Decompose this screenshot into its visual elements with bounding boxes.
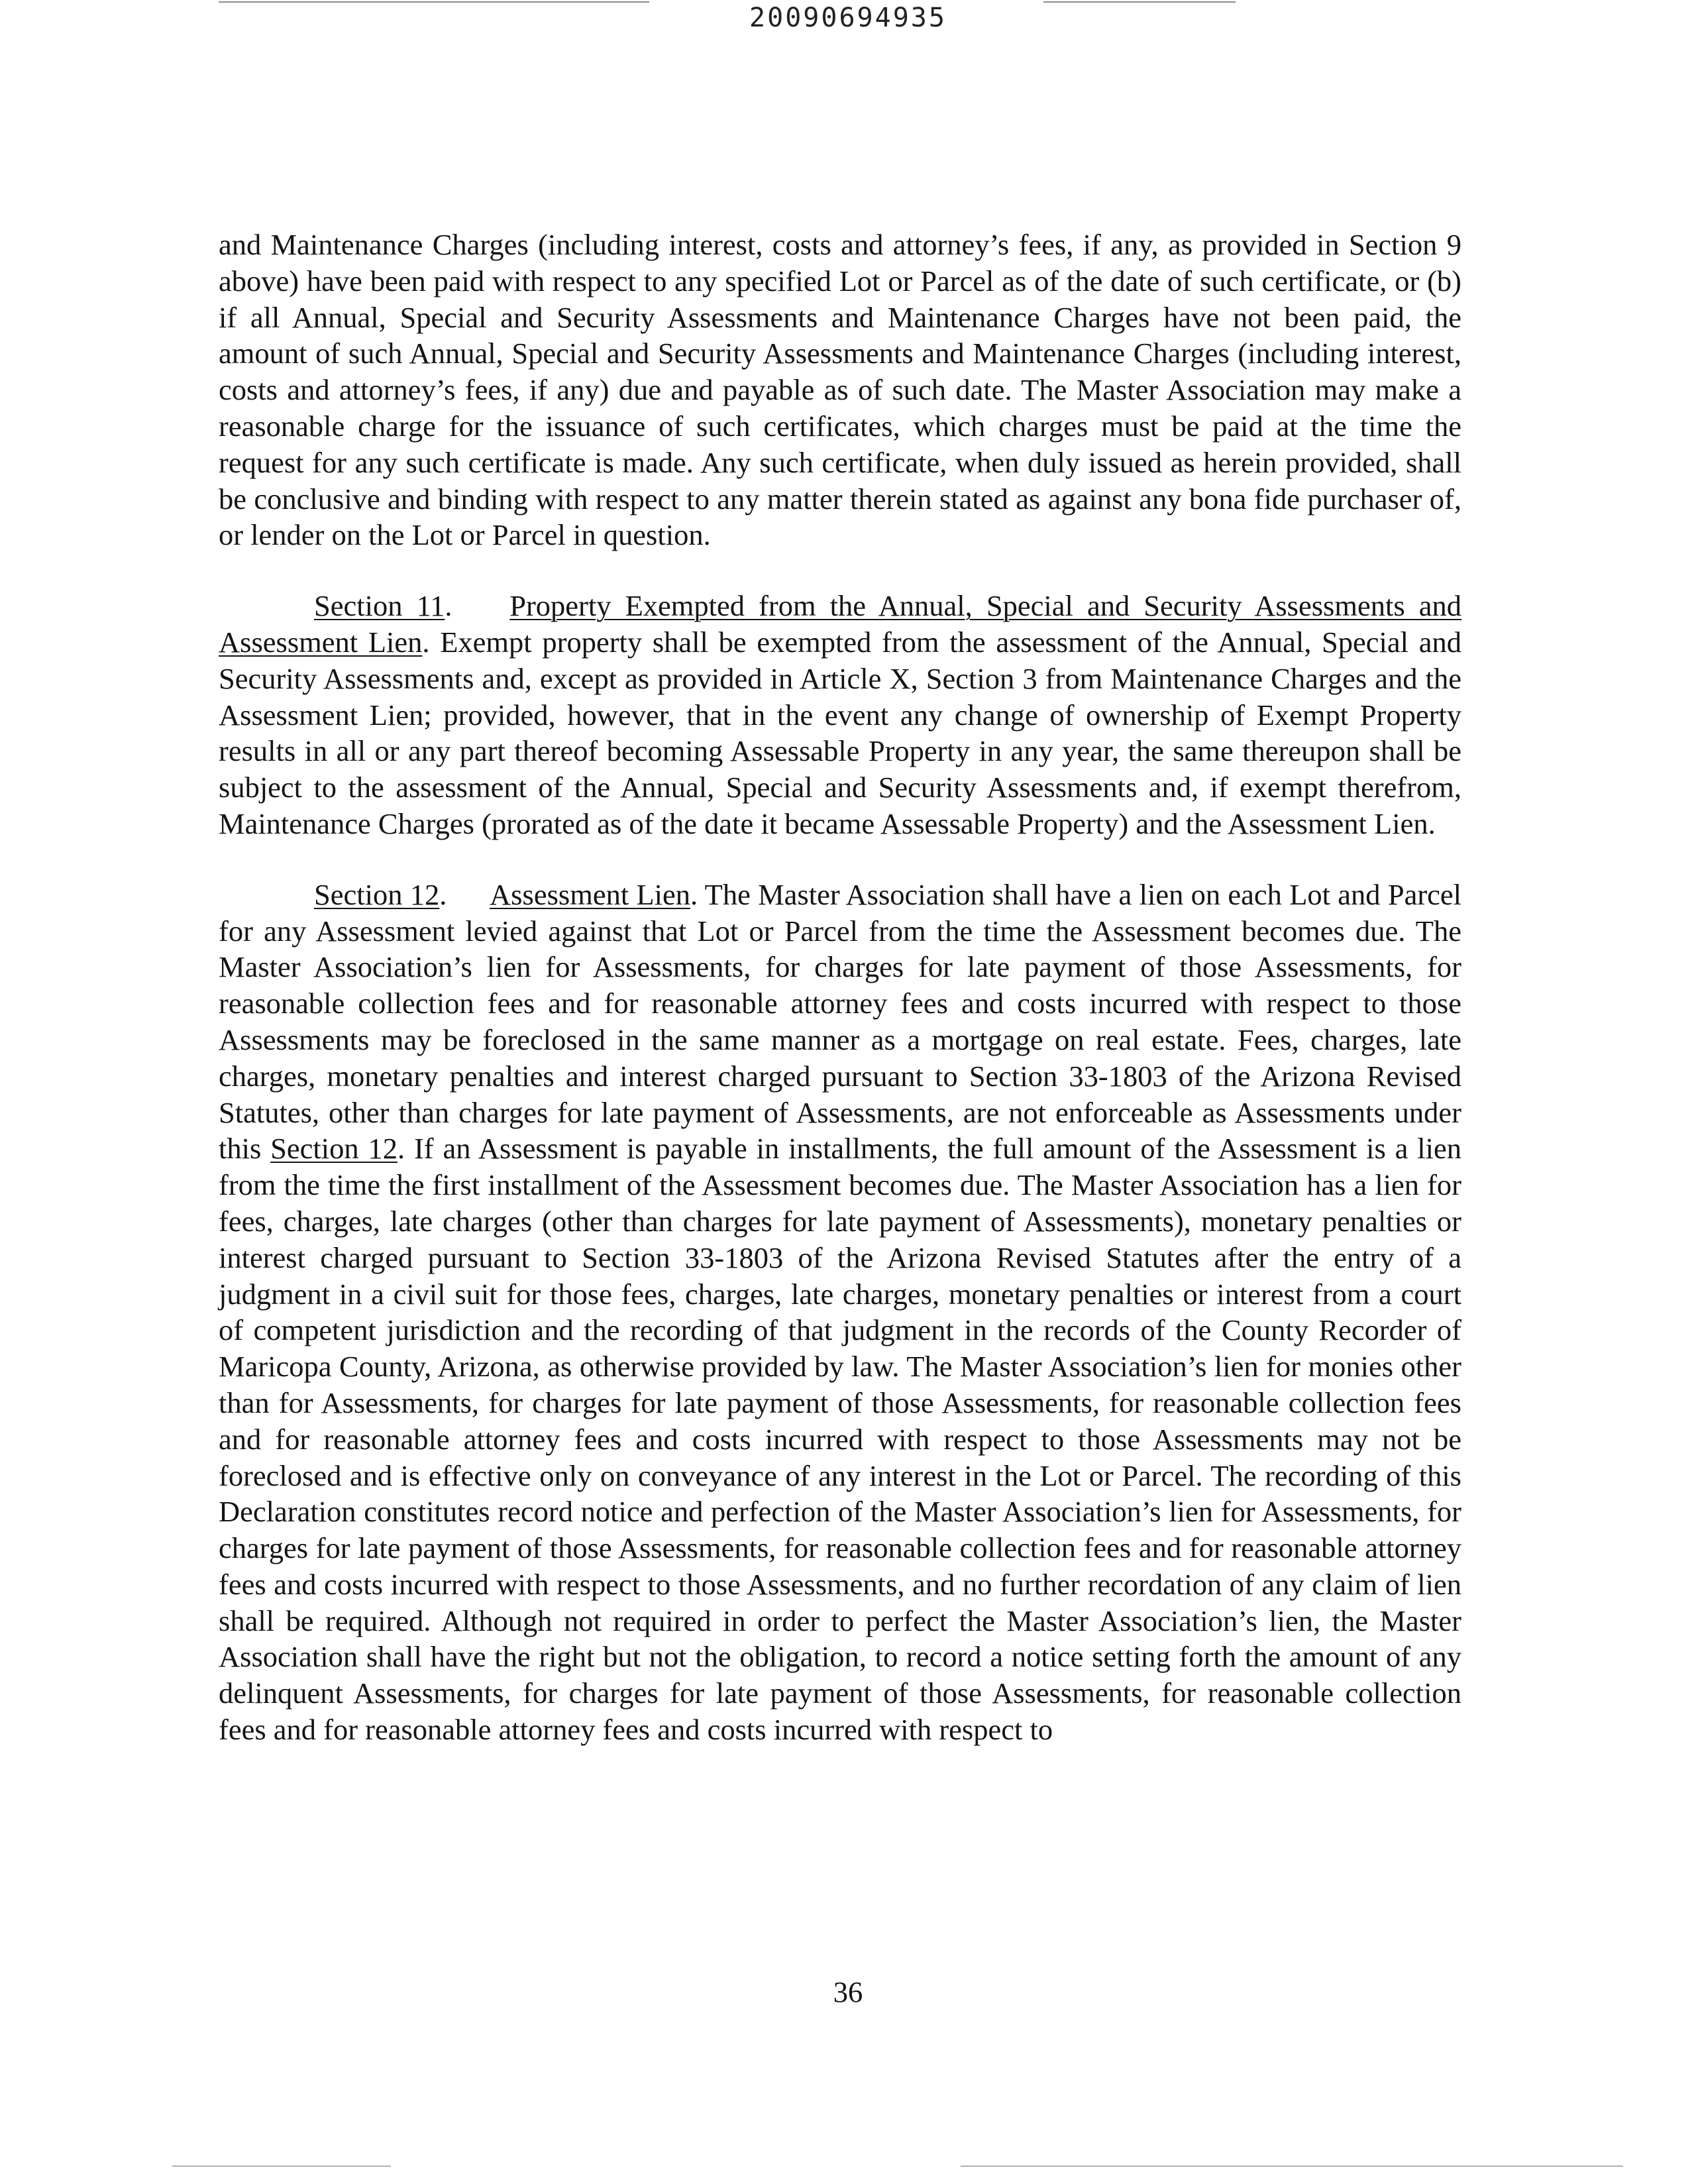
section-11-label: Section 11: [314, 589, 445, 623]
document-number: 20090694935: [749, 3, 947, 33]
section-11-paragraph: Section 11. Property Exempted from the Annual, Special and Security Assessments and Assessment Lien. Exempt property shall be exempted from the assessment of the Annual, Special and Security Assessments and, except as provided in Article X, Section 3 from Maintenance Charges and the Assessment Lien; provided, however, that in the event any change of ownership of Exempt Property results in all or any part thereof becoming Assessable Property in any year, the same thereupon shall be subject to the assessment of the Annual, Special and Security Assessments and, if exempt therefrom, Maintenance Charges (prorated as of the date it became Assessable Property) and the Assessment Lien.: [219, 589, 1462, 840]
section-11-text: Exempt property shall be exempted from the assessment of the Annual, Special and Security Assessments and, except as provided in Article X, Section 3 from Maintenance Charges and the Assessment Lien; provided, however, that in the event any change of ownership of Exempt Property results in all or any part thereof becoming Assessable Property in any year, the same thereupon shall be subject to the assessment of the Annual, Special and Security Assessments and, if exempt therefrom, Maintenance Charges (prorated as of the date it became Assessable Property) and the Assessment Lien.: [219, 625, 1461, 840]
section-12-text-a: The Master Association shall have a lien on each Lot and Parcel for any Assessment levied against that Lot or Parcel from the time the Assessment becomes due. The Master Association’s lien for Assessments, for charges for late payment of those Assessments, for reasonable collection fees and for reasonable attorney fees and costs incurred with respect to those Assessments may be foreclosed in the same manner as a mortgage on real estate. Fees, charges, late charges, monetary penalties and interest charged pursuant to Section 33-1803 of the Arizona Revised Statutes, other than charges for late payment of Assessments, are not enforceable as Assessments under this: [219, 877, 1462, 1166]
section-11-title: Property Exempted from the Annual, Special and Security Assessments and Assessment Lien: [219, 589, 1462, 659]
section-12-paragraph: Section 12. Assessment Lien. The Master Association shall have a lien on each Lot and Parcel for any Assessment levied against that Lot or Parcel from the time the Assessment becomes due. The Master Association’s lien for Assessments, for charges for late payment of those Assessments, for reasonable collection fees and for reasonable attorney fees and costs incurred with respect to those Assessments may be foreclosed in the same manner as a mortgage on real estate. Fees, charges, late charges, monetary penalties and interest charged pursuant to Section 33-1803 of the Arizona Revised Statutes, other than charges for late payment of Assessments, are not enforceable as Assessments under this Section 12. If an Assessment is payable in installments, the full amount of the Assessment is a lien from the time the first installment of the Assessment becomes due. The Master Association has a lien for fees, charges, late charges (other than charges for late payment of Assessments), monetary penalties or interest charged pursuant to Section 33-1803 of the Arizona Revised Statutes after the entry of a judgment in a civil suit for those fees, charges, late charges, monetary penalties or interest from a court of competent jurisdiction and the recording of that judgment in the records of the County Recorder of Maricopa County, Arizona, as otherwise provided by law. The Master Association’s lien for monies other than for Assessments, for charges for late payment of those Assessments, for reasonable collection fees and for reasonable attorney fees and costs incurred with respect to those Assessments may not be foreclosed and is effective only on conveyance of any interest in the Lot or Parcel. The recording of this Declaration constitutes record notice and perfection of the Master Association’s lien for Assessments, for charges for late payment of those Assessments, for reasonable collection fees and for reasonable attorney fees and costs incurred with respect to those Assessments, and no further recordation of any claim of lien shall be required. Although not required in order to perfect the Master Association’s lien, the Master Association shall have the right but not the obligation, to record a notice setting forth the amount of any delinquent Assessments, for charges for late payment of those Assessments, for reasonable collection fees and for reasonable attorney fees and costs incurred with respect to: [219, 877, 1462, 1747]
paragraph-text: and Maintenance Charges (including interest, costs and attorney’s fees, if any, as provided in Section 9 above) have been paid with respect to any specified Lot or Parcel as of the date of such certificate, or (b) if all Annual, Special and Security Assessments and Maintenance Charges have not been paid, the amount of such Annual, Special and Security Assessments and Maintenance Charges (including interest, costs and attorney’s fees, if any) due and payable as of such date. The Master Association may make a reasonable charge for the issuance of such certificates, which charges must be paid at the time the request for any such certificate is made. Any such certificate, when duly issued as herein provided, shall be conclusive and binding with respect to any matter therein stated as against any bona fide purchaser of, or lender on the Lot or Parcel in question.: [219, 228, 1461, 552]
section-12-title: Assessment Lien: [490, 877, 691, 911]
document-body: [219, 227, 1461, 1782]
section-12-text-b: . If an Assessment is payable in installments, the full amount of the Assessment is a lien from the time the first installment of the Assessment becomes due. The Master Association has a lien for fees, charges, late charges (other than charges for late payment of Assessments), monetary penalties or interest charged pursuant to Section 33-1803 of the Arizona Revised Statutes after the entry of a judgment in a civil suit for those fees, charges, late charges, monetary penalties or interest from a court of competent jurisdiction and the recording of that judgment in the records of the County Recorder of Maricopa County, Arizona, as otherwise provided by law. The Master Association’s lien for monies other than for Assessments, for charges for late payment of those Assessments, for reasonable collection fees and for reasonable attorney fees and costs incurred with respect to those Assessments may not be foreclosed and is effective only on conveyance of any interest in the Lot or Parcel. The recording of this Declaration constitutes record notice and perfection of the Master Association’s lien for Assessments, for charges for late payment of those Assessments, for reasonable collection fees and for reasonable attorney fees and costs incurred with respect to those Assessments, and no further recordation of any claim of lien shall be required. Although not required in order to perfect the Master Association’s lien, the Master Association shall have the right but not the obligation, to record a notice setting forth the amount of any delinquent Assessments, for charges for late payment of those Assessments, for reasonable collection fees and for reasonable attorney fees and costs incurred with respect to: [219, 1132, 1461, 1747]
page-number: 36: [833, 1975, 863, 2008]
scan-line-bottom-left: [172, 2165, 391, 2167]
section-12-inline-reference: Section 12: [270, 1132, 398, 1166]
paragraph-continuation: [219, 227, 1461, 553]
section-12-label: Section 12: [314, 877, 440, 911]
scan-line-bottom-right: [961, 2165, 1623, 2167]
